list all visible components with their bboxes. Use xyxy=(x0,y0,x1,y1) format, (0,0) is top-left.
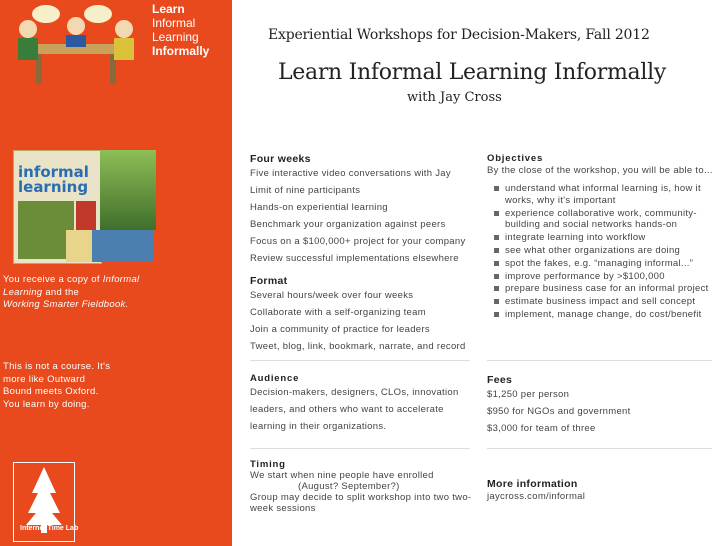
forest-photo xyxy=(100,150,156,230)
format-section xyxy=(250,275,470,355)
receive-italic: Informal xyxy=(102,274,140,285)
list-item: implement, manage change, do cost/benefit xyxy=(487,309,719,321)
list-item: learning in their organizations. xyxy=(250,421,387,432)
receive-italic: Learning xyxy=(3,286,43,298)
lab-label: Internet Time Lab xyxy=(20,525,79,532)
list-item: estimate business impact and sell concept xyxy=(487,296,719,308)
section-heading: More information xyxy=(487,478,578,490)
list-item: Tweet, blog, link, bookmark, narrate, and record xyxy=(250,341,466,352)
divider xyxy=(250,448,470,449)
list-item: (August? September?) xyxy=(298,481,400,492)
list-item: see what other organizations are doing xyxy=(487,245,719,257)
fees-section xyxy=(487,374,712,437)
objectives-section xyxy=(487,153,719,322)
audience-section xyxy=(250,373,470,435)
timing-section xyxy=(250,459,475,514)
section-heading: Objectives xyxy=(487,153,544,164)
list-item: We start when nine people have enrolled xyxy=(250,470,434,481)
receive-text: and the xyxy=(42,286,80,298)
course-note xyxy=(3,361,110,411)
list-item: Limit of nine participants xyxy=(250,185,361,196)
list-item: Hands-on experiential learning xyxy=(250,202,388,213)
receive-italic: Working Smarter Fieldbook. xyxy=(3,299,129,311)
section-heading: Timing xyxy=(250,459,286,470)
course-line: You learn by doing. xyxy=(3,398,90,410)
list-item: $950 for NGOs and government xyxy=(487,406,631,417)
four-weeks-section xyxy=(250,153,470,267)
divider xyxy=(250,360,470,361)
list-item: Review successful implementations elsewhere xyxy=(250,253,459,264)
meeting-illustration xyxy=(6,4,146,88)
list-item: $1,250 per person xyxy=(487,389,570,400)
course-line: more like Outward xyxy=(3,373,86,385)
book-title-line: learning xyxy=(18,178,89,196)
list-item: Decision-makers, designers, CLOs, innovation xyxy=(250,387,459,398)
receive-note xyxy=(3,274,139,312)
objectives-intro: By the close of the workshop, you will be able to... xyxy=(487,165,713,176)
list-item: Group may decide to split workshop into two two- xyxy=(250,492,472,503)
page-subtitle: with Jay Cross xyxy=(407,90,502,105)
book-title xyxy=(18,165,89,195)
list-item: Collaborate with a self-organizing team xyxy=(250,307,426,318)
divider xyxy=(487,360,712,361)
list-item: Join a community of practice for leaders xyxy=(250,324,430,335)
page-title: Learn Informal Learning Informally xyxy=(278,60,666,85)
list-item: Focus on a $100,000+ project for your company xyxy=(250,236,466,247)
list-item: understand what informal learning is, how it works, why it's important xyxy=(487,183,719,207)
list-item: improve performance by >$100,000 xyxy=(487,271,719,283)
list-item: prepare business case for an informal project xyxy=(487,283,719,295)
list-item: Several hours/week over four weeks xyxy=(250,290,414,301)
brand-line: Learning xyxy=(152,30,199,44)
receive-text: You receive a copy of xyxy=(3,274,103,285)
objectives-list xyxy=(487,183,719,321)
brand-line: Informally xyxy=(152,44,210,58)
more-info-link[interactable]: jaycross.com/informal xyxy=(487,491,586,502)
divider xyxy=(487,448,712,449)
list-item: Benchmark your organization against peers xyxy=(250,219,446,230)
brand-line: Learn xyxy=(152,2,185,16)
section-heading: Four weeks xyxy=(250,153,311,165)
section-heading: Format xyxy=(250,275,288,287)
course-line: This is not a course. It's xyxy=(3,361,111,372)
brand-block xyxy=(152,2,209,58)
book-title-line: informal xyxy=(18,163,89,181)
list-item: $3,000 for team of three xyxy=(487,423,596,434)
more-info-section xyxy=(487,478,712,503)
list-item: spot the fakes, e.g. “managing informal...” xyxy=(487,258,719,270)
list-item: leaders, and others who want to accelerate xyxy=(250,404,444,415)
fieldbook-cover-detail xyxy=(66,230,92,262)
list-item: week sessions xyxy=(250,503,316,514)
course-line: Bound meets Oxford. xyxy=(3,386,99,398)
section-heading: Fees xyxy=(487,374,513,386)
top-title: Experiential Workshops for Decision-Makers, Fall 2012 xyxy=(268,27,650,43)
list-item: integrate learning into workflow xyxy=(487,232,719,244)
list-item: Five interactive video conversations with Jay xyxy=(250,168,451,179)
brand-line: Informal xyxy=(152,16,196,30)
section-heading: Audience xyxy=(250,373,300,384)
list-item: experience collaborative work, community-building and social networks hands-on xyxy=(487,208,719,232)
